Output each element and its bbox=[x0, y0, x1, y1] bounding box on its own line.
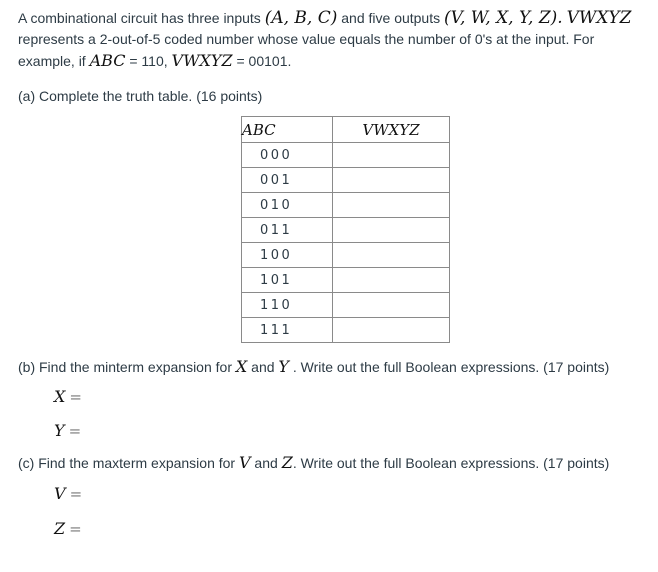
truth-table-header bbox=[242, 117, 450, 143]
outputs-math: (V, W, X, Y, Z). bbox=[444, 8, 563, 28]
answer-x-var: X bbox=[54, 387, 66, 406]
table-row bbox=[242, 143, 450, 168]
part-c-text-2: and bbox=[250, 455, 282, 471]
intro-text-4: represents a 2-out-of-5 coded number whose value equals the number of 0's at the input. For example, if bbox=[18, 31, 595, 69]
part-c-text-3: . Write out the full Boolean expressions. (17 points) bbox=[292, 455, 610, 471]
header-inputs: ABC bbox=[242, 117, 333, 143]
row-outputs-cell[interactable] bbox=[333, 293, 450, 318]
row-outputs-cell[interactable] bbox=[333, 193, 450, 218]
intro-text-1: A combinational circuit has three inputs bbox=[18, 10, 265, 26]
part-c-text-1: (c) Find the maxterm expansion for bbox=[18, 455, 239, 471]
part-c-var-z: Z bbox=[281, 453, 293, 472]
answer-y-var: Y bbox=[54, 421, 65, 440]
table-row bbox=[242, 218, 450, 243]
intro-text-2: and five outputs bbox=[337, 10, 445, 26]
problem-statement bbox=[18, 8, 648, 72]
example-output-math: VWXYZ bbox=[171, 51, 233, 70]
row-outputs-cell[interactable] bbox=[333, 218, 450, 243]
table-row bbox=[242, 193, 450, 218]
truth-table bbox=[241, 116, 450, 343]
part-b-var-x: X bbox=[235, 357, 248, 376]
part-a-prompt: (a) Complete the truth table. (16 points) bbox=[18, 88, 263, 104]
row-outputs-cell[interactable] bbox=[333, 318, 450, 343]
answer-z-var: Z bbox=[54, 519, 66, 538]
table-row bbox=[242, 168, 450, 193]
part-b-var-y: Y bbox=[278, 357, 289, 376]
row-inputs: 011 bbox=[242, 218, 333, 243]
row-inputs: 110 bbox=[242, 293, 333, 318]
part-b-text-2: and bbox=[247, 359, 279, 375]
header-outputs: VWXYZ bbox=[333, 117, 450, 143]
intro-text-6: = 00101. bbox=[232, 53, 292, 69]
intro-text-5: = 110, bbox=[125, 53, 172, 69]
code-word-math: VWXYZ bbox=[566, 8, 632, 28]
answer-z[interactable] bbox=[54, 519, 82, 538]
row-outputs-cell[interactable] bbox=[333, 168, 450, 193]
row-inputs: 100 bbox=[242, 243, 333, 268]
row-outputs-cell[interactable] bbox=[333, 268, 450, 293]
answer-x[interactable] bbox=[54, 387, 82, 406]
table-row bbox=[242, 268, 450, 293]
answer-z-equals: = bbox=[69, 520, 82, 538]
part-c-prompt bbox=[18, 452, 648, 474]
part-b-text-1: (b) Find the minterm expansion for bbox=[18, 359, 236, 375]
row-inputs: 101 bbox=[242, 268, 333, 293]
table-row bbox=[242, 293, 450, 318]
part-b-text-3: . Write out the full Boolean expressions. (17 points) bbox=[288, 359, 610, 375]
row-outputs-cell[interactable] bbox=[333, 143, 450, 168]
answer-v-equals: = bbox=[69, 485, 83, 503]
row-inputs: 000 bbox=[242, 143, 333, 168]
row-inputs: 001 bbox=[242, 168, 333, 193]
example-input-math: ABC bbox=[89, 51, 126, 70]
table-row bbox=[242, 243, 450, 268]
row-inputs: 111 bbox=[242, 318, 333, 343]
answer-y[interactable] bbox=[54, 421, 81, 440]
inputs-math: (A, B, C) bbox=[264, 8, 338, 28]
answer-y-equals: = bbox=[68, 422, 82, 440]
row-outputs-cell[interactable] bbox=[333, 243, 450, 268]
row-inputs: 010 bbox=[242, 193, 333, 218]
part-b-prompt bbox=[18, 356, 648, 378]
table-row bbox=[242, 318, 450, 343]
answer-v-var: V bbox=[54, 484, 66, 503]
answer-v[interactable] bbox=[54, 484, 82, 503]
answer-x-equals: = bbox=[69, 388, 82, 406]
part-c-var-v: V bbox=[238, 453, 251, 472]
